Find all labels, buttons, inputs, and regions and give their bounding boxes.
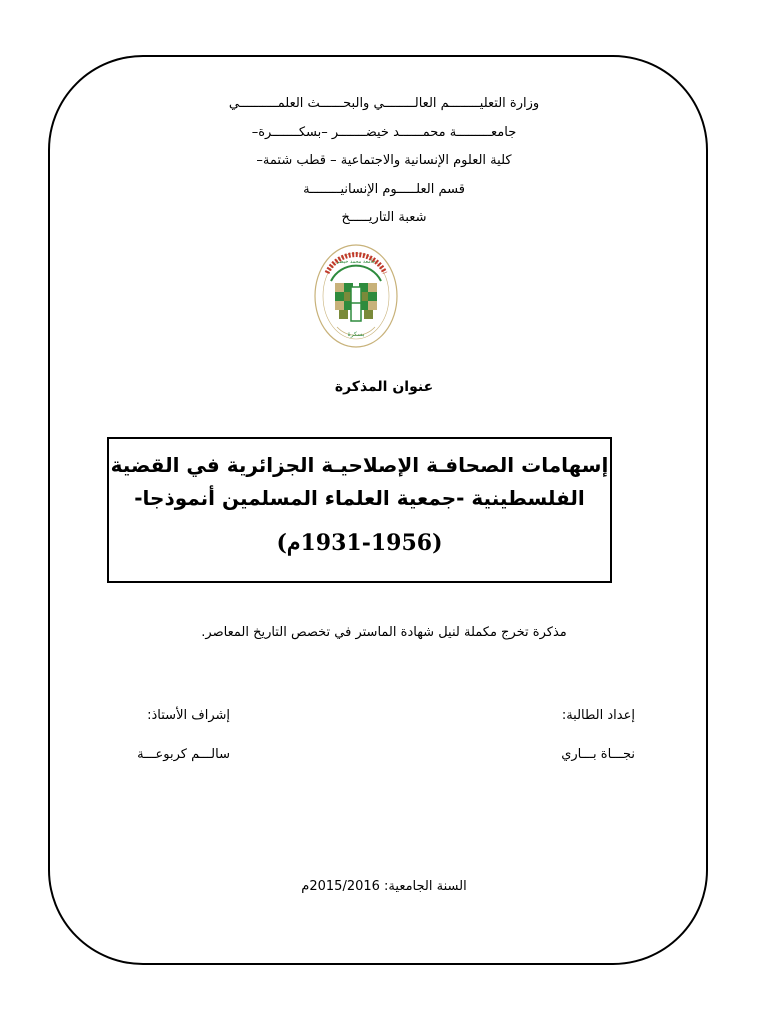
- student-label: إعداد الطالبة:: [561, 708, 635, 723]
- branch-line: شعبة التاريـــــخ: [341, 210, 427, 225]
- memo-subtitle: مذكرة تخرج مكملة لنيل شهادة الماستر في تخصص التاريخ المعاصر.: [201, 625, 567, 640]
- memo-heading: عنوان المذكرة: [334, 379, 434, 395]
- department-line: قسم العلـــــوم الإنسانيــــــــة: [303, 182, 465, 197]
- student-name: نجـــاة بـــاري: [561, 747, 635, 762]
- supervisor-label: إشراف الأستاذ:: [147, 708, 230, 723]
- academic-year: السنة الجامعية: 2015/2016م: [301, 879, 467, 894]
- title-box: [107, 437, 612, 583]
- university-seal-icon: [313, 243, 399, 349]
- logo-ring-bottom-text: بسكرة: [347, 331, 365, 338]
- title-line-2: الفلسطينية -جمعية العلماء المسلمين أنموذجا-: [134, 486, 585, 510]
- supervisor-name: سالـــم كربوعـــة: [137, 747, 230, 762]
- university-line: جامعـــــــــة محمــــــد خيضـــــــر –بسكـــــــرة–: [251, 125, 517, 140]
- ministry-line: وزارة التعليــــــــم العالــــــــي والبحــــــث العلمــــــــــي: [228, 96, 540, 111]
- logo-ring-top-text: جامعة محمد خيضر: [336, 259, 376, 265]
- title-line-1: إسهامات الصحافـة الإصلاحيـة الجزائرية في القضية: [110, 453, 609, 477]
- faculty-line: كلية العلوم الإنسانية والاجتماعية – قطب شتمة–: [256, 153, 512, 168]
- title-period: (1931-1956م): [276, 530, 443, 556]
